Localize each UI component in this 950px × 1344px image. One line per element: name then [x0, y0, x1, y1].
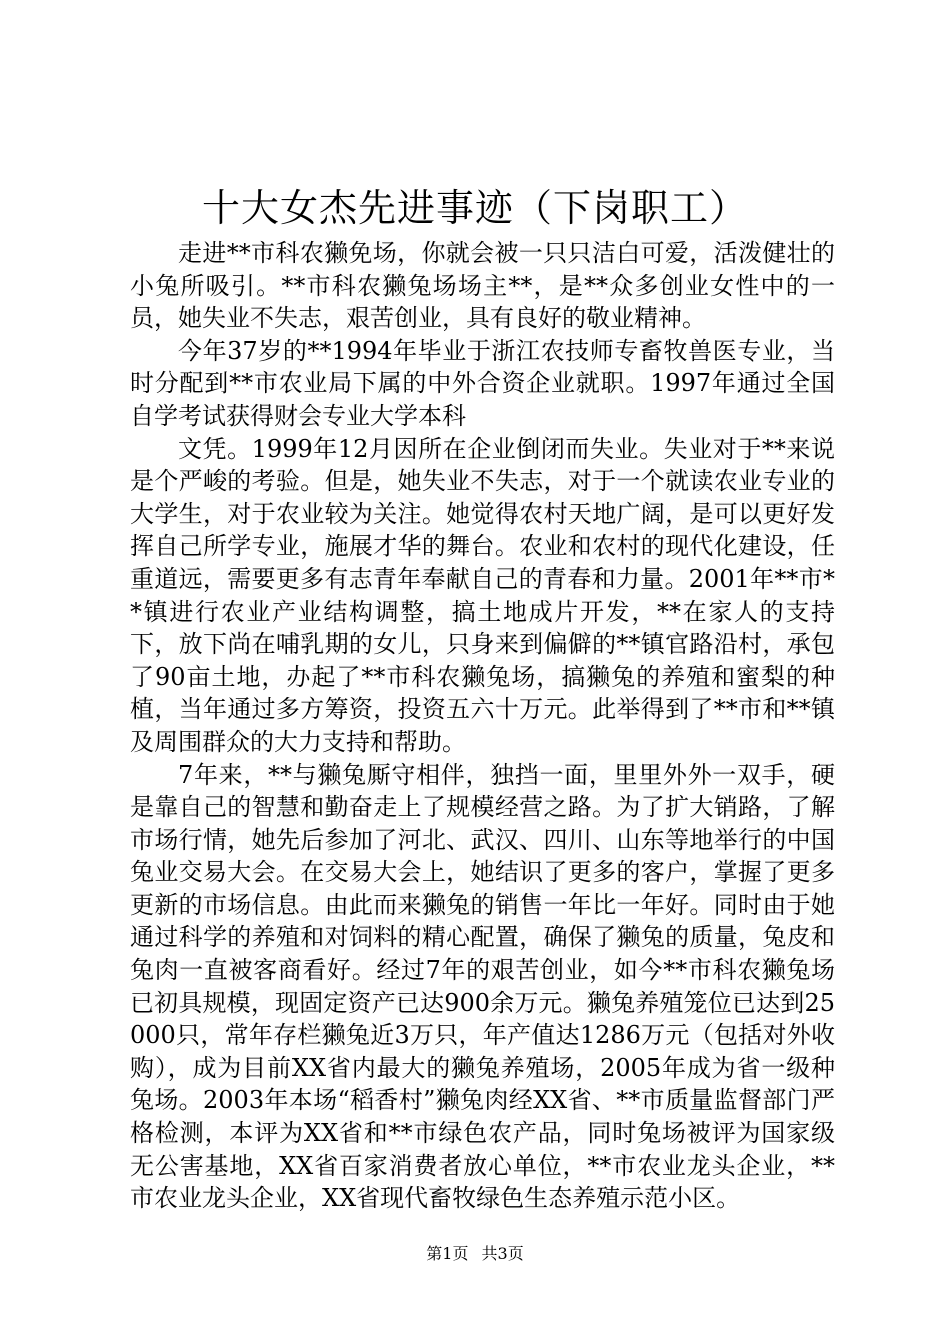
page-number-total: 共3页	[481, 1244, 524, 1263]
page-footer	[0, 1243, 950, 1265]
document-body	[130, 237, 835, 1215]
paragraph: 文凭。1999年12月因所在企业倒闭而失业。失业对于**来说是个严峻的考验。但是，她失业不失志，对于一个就读农业专业的大学生，对于农业较为关注。她觉得农村天地广阔，是可以更好发挥自己所学专业，施展才华的舞台。农业和农村的现代化建设，任重道远，需要更多有志青年奉献自己的青春和力量。2001年**市**镇进行农业产业结构调整，搞土地成片开发，**在家人的支持下，放下尚在哺乳期的女儿，只身来到偏僻的**镇官路沿村，承包了90亩土地，办起了**市科农獭兔场，搞獭兔的养殖和蜜梨的种植，当年通过多方筹资，投资五六十万元。此举得到了**市和**镇及周围群众的大力支持和帮助。	[130, 434, 835, 756]
paragraph: 7年来，**与獭兔厮守相伴，独挡一面，里里外外一双手，硬是靠自己的智慧和勤奋走上了规模经营之路。为了扩大销路，了解市场行情，她先后参加了河北、武汉、四川、山东等地举行的中国兔业交易大会。在交易大会上，她结识了更多的客户，掌握了更多更新的市场信息。由此而来獭兔的销售一年比一年好。同时由于她通过科学的养殖和对饲料的精心配置，确保了獭兔的质量，兔皮和兔肉一直被客商看好。经过7年的艰苦创业，如今**市科农獭兔场已初具规模，现固定资产已达900余万元。獭兔养殖笼位已达到25000只，常年存栏獭兔近3万只，年产值达1286万元（包括对外收购），成为目前XX省内最大的獭兔养殖场，2005年成为省一级种兔场。2003年本场“稻香村”獭兔肉经XX省、**市质量监督部门严格检测，本评为XX省和**市绿色农产品，同时兔场被评为国家级无公害基地，XX省百家消费者放心单位，**市农业龙头企业，**市农业龙头企业，XX省现代畜牧绿色生态养殖示范小区。	[130, 760, 835, 1213]
page-number-current: 第1页	[426, 1244, 469, 1263]
paragraph: 今年37岁的**1994年毕业于浙江农技师专畜牧兽医专业，当时分配到**市农业局下属的中外合资企业就职。1997年通过全国自学考试获得财会专业大学本科	[130, 336, 835, 430]
paragraph: 走进**市科农獭免场，你就会被一只只洁白可爱，活泼健壮的小兔所吸引。**市科农獭兔场场主**，是**众多创业女性中的一员，她失业不失志，艰苦创业，具有良好的敬业精神。	[130, 239, 835, 333]
document-title: 十大女杰先进事迹（下岗职工）	[201, 186, 748, 230]
